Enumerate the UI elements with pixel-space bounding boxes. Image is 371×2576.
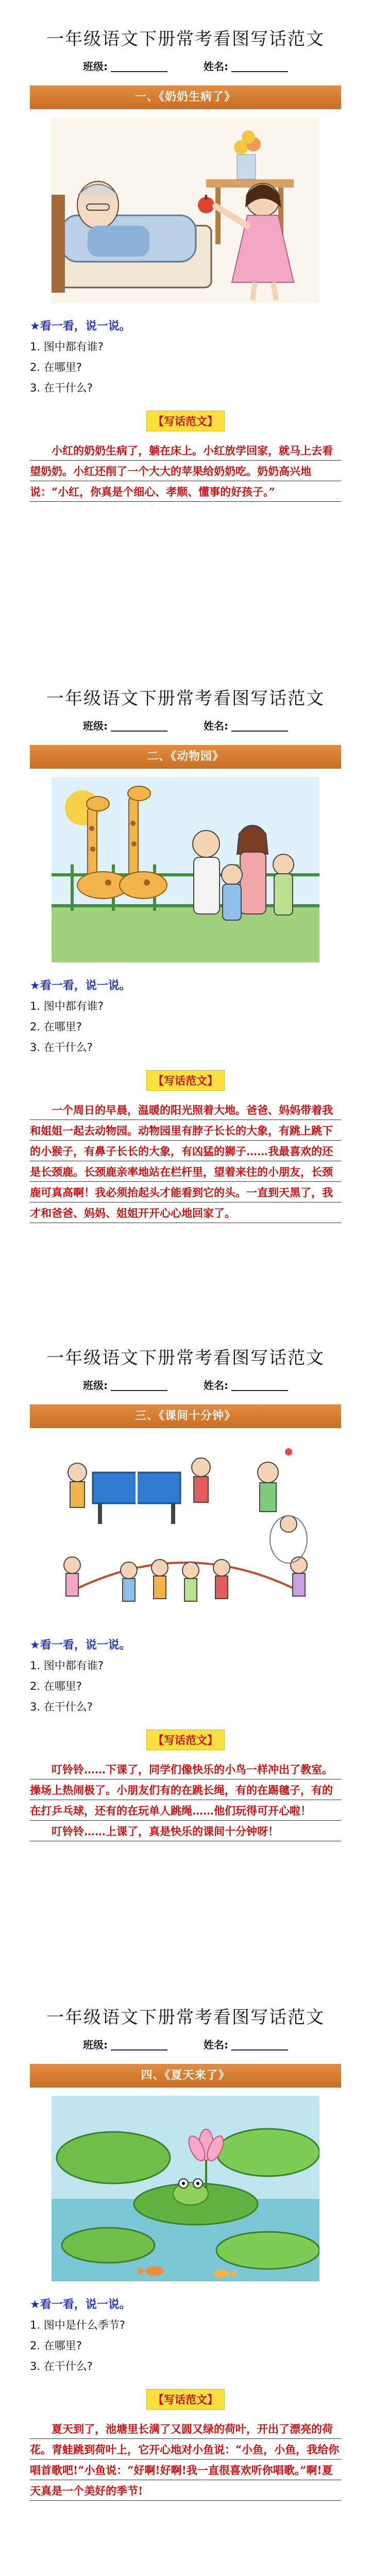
prompt-title: ★看一看，说一说。 [30,1639,131,1652]
model-essay-badge: 【写话范文】 [146,1070,225,1091]
name-label: 姓名: [204,2039,228,2051]
name-blank[interactable] [231,731,288,732]
name-blank[interactable] [231,1390,288,1391]
question: 1. 图中是什么季节? [30,2319,125,2331]
prompt-block [30,2296,341,2374]
question: 2. 在哪里? [30,1021,82,1033]
illustration-recess [52,1436,319,1622]
class-label: 班级: [83,2039,108,2051]
section-banner: 二、《动物园》 [30,745,341,769]
worksheet-page-2 [0,659,371,1319]
illustration-sick-grandma [52,117,319,303]
question: 2. 在哪里? [30,2340,82,2352]
question: 1. 图中都有谁? [30,1000,104,1012]
section-banner: 四、《夏天来了》 [30,2064,341,2088]
name-row [30,58,341,73]
question: 3. 在干什么? [30,1701,93,1713]
class-blank[interactable] [111,731,167,732]
class-blank[interactable] [111,1390,167,1391]
illustration-summer-pond [52,2096,319,2281]
model-essay [30,1759,341,1842]
name-label: 姓名: [204,60,228,73]
class-label: 班级: [83,720,108,732]
name-label: 姓名: [204,720,228,732]
model-essay [30,2419,341,2501]
question: 3. 在干什么? [30,1041,93,1054]
name-row [30,2037,341,2052]
prompt-block [30,1636,341,1714]
question: 3. 在干什么? [30,2360,93,2372]
page-title: 一年级语文下册常考看图写话范文 [46,1348,325,1368]
page-title: 一年级语文下册常考看图写话范文 [46,2007,325,2028]
class-field [83,1377,167,1392]
class-blank[interactable] [111,71,167,72]
prompt-block [30,317,341,395]
model-essay [30,440,341,502]
class-blank[interactable] [111,2049,167,2050]
name-field [204,718,288,733]
class-field [83,2037,167,2052]
class-label: 班级: [83,60,108,73]
question: 2. 在哪里? [30,1680,82,1692]
page-title: 一年级语文下册常考看图写话范文 [46,688,325,709]
question: 1. 图中都有谁? [30,1659,104,1672]
model-essay-badge: 【写话范文】 [146,411,225,431]
question: 2. 在哪里? [30,361,82,374]
essay-paragraph: 小红的奶奶生病了，躺在床上。小红放学回家，就马上去看望奶奶。小红还削了一个大大的苹果给奶奶吃。奶奶高兴地说：“小红，你真是个细心、孝顺、懂事的好孩子。” [30,444,333,498]
section-banner: 三、《课间十分钟》 [30,1404,341,1428]
name-blank[interactable] [231,71,288,72]
model-essay [30,1100,341,1224]
class-label: 班级: [83,1379,108,1392]
essay-paragraph: 一个周日的早晨，温暖的阳光照着大地。爸爸、妈妈带着我和姐姐一起去动物园。动物园里有脖子长长的大象，有跳上跳下的小猴子，有鼻子长长的大象，有凶猛的狮子……我最喜欢的还是长颈鹿。长颈鹿亲率地站在栏杆里，望着来往的小朋友，长颈鹿可真高啊！我必须抬起头才能看到它的头。一直到天黑了，我才和爸爸、妈妈、姐姐开开心心地回家了。 [30,1104,333,1219]
page-title: 一年级语文下册常考看图写话范文 [46,29,325,49]
name-label: 姓名: [204,1379,228,1392]
prompt-block [30,977,341,1055]
essay-paragraph: 叮铃铃……下课了，同学们像快乐的小鸟一样冲出了教室。操场上热闹极了。小朋友们有的在跳长绳，有的在踢毽子，有的在打乒乓球，还有的在玩单人跳绳……他们玩得可开心啦！ [30,1763,333,1817]
prompt-title: ★看一看，说一说。 [30,979,131,992]
worksheet-page-3 [0,1319,371,1978]
question: 1. 图中都有谁? [30,341,104,353]
name-row [30,718,341,733]
class-field [83,58,167,73]
name-row [30,1377,341,1392]
prompt-title: ★看一看，说一说。 [30,320,131,333]
model-essay-badge: 【写话范文】 [146,2389,225,2410]
illustration-zoo [52,777,319,962]
name-field [204,1377,288,1392]
section-banner: 一、《奶奶生病了》 [30,86,341,109]
worksheet-page-1 [0,0,371,659]
prompt-title: ★看一看，说一说。 [30,2298,131,2311]
essay-paragraph: 夏天到了，池塘里长满了又圆又绿的荷叶，开出了漂亮的荷花。青蛙跳到荷叶上，它开心地对小鱼说：“小鱼，小鱼，我给你唱首歌吧!”小鱼说：“好啊!好啊!我一直很喜欢听你唱歌。”啊!夏天真是一个美好的季节! [30,2422,340,2497]
worksheet-page-4 [0,1978,371,2576]
question: 3. 在干什么? [30,382,93,394]
model-essay-badge: 【写话范文】 [146,1730,225,1750]
essay-paragraph: 叮铃铃……上课了，真是快乐的课间十分钟呀！ [52,1825,279,1838]
name-field [204,58,288,73]
class-field [83,718,167,733]
name-field [204,2037,288,2052]
name-blank[interactable] [231,2049,288,2050]
